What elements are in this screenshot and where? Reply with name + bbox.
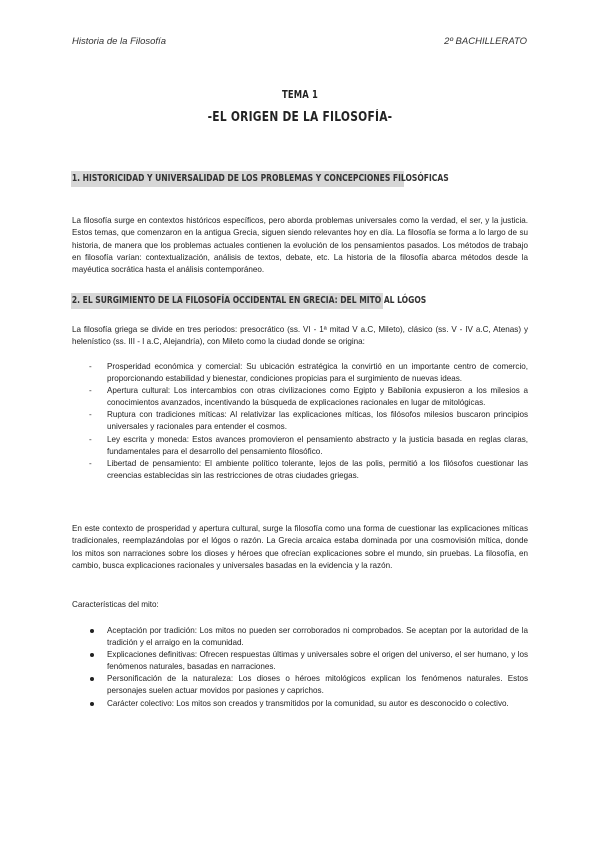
list-item-text: Personificación de la naturaleza: Los dioses o héroes mitológicos explican los fenómenos naturales. Estos personajes suelen actuar movidos por pasiones y caprichos.: [107, 674, 528, 696]
list-item-text: Explicaciones definitivas: Ofrecen respuestas últimas y universales sobre el origen del universo, el ser humano, y los fenómenos naturales, basadas en narraciones.: [107, 650, 528, 672]
section-2-intro: La filosofía griega se divide en tres periodos: presocrático (ss. VI - 1ª mitad V a.C, Mileto), clásico (ss. V - IV a.C, Atenas) y helenístico (ss. III - I a.C, Alejandría), con Mileto como la ciudad donde se origina:: [72, 325, 528, 347]
bullet-icon: [90, 702, 94, 706]
list-item: [72, 385, 528, 409]
bullet-icon: [90, 677, 94, 681]
list-item-text: Libertad de pensamiento: El ambiente político tolerante, lejos de las polis, permitió a los filósofos cuestionar las creencias establecidas sin las restricciones de otras ciudades griegas.: [107, 458, 528, 480]
list-item: [72, 434, 528, 458]
list-item: [72, 649, 528, 673]
section-2-heading: [71, 293, 427, 309]
list-item: [72, 673, 528, 697]
list-item: [72, 409, 528, 433]
dash-marker: -: [89, 386, 92, 396]
dash-marker: -: [89, 362, 92, 371]
list-item-text: Ley escrita y moneda: Estos avances promovieron el pensamiento abstracto y la justicia basada en reglas claras, fundamentales para el desarrollo del pensamiento filosófico.: [107, 434, 528, 456]
list-item-text: Ruptura con tradiciones míticas: Al relativizar las explicaciones míticas, los filósofos milesios buscaron principios universales y racionales para entender el cosmos.: [107, 410, 528, 432]
myth-traits-list: [72, 625, 528, 710]
list-item: [72, 458, 528, 482]
list-item-text: Carácter colectivo: Los mitos son creados y transmitidos por la comunidad, su autor es desconocido o colectivo.: [107, 698, 509, 708]
bullet-icon: [90, 653, 94, 657]
factors-list: [72, 361, 528, 482]
myth-label: Características del mito:: [72, 600, 159, 609]
header-course: 2º BACHILLERATO: [444, 36, 527, 47]
list-item: [72, 698, 528, 710]
section-2-heading-text: 2. EL SURGIMIENTO DE LA FILOSOFÍA OCCIDENTAL EN GRECIA: DEL MITO AL LÓGOS: [71, 295, 427, 306]
dash-marker: -: [89, 410, 92, 420]
section-1-paragraph: La filosofía surge en contextos históricos específicos, pero aborda problemas universales como la verdad, el ser, y la justicia. Estos temas, que comenzaron en la antigua Grecia, siguen siendo relevantes hoy en día. La filosofía se forma a lo largo de su historia, de manera que los problemas actuales contienen la evolución de los pensamientos pasados. Los métodos de trabajo en filosofía varían: contextualización, análisis de textos, debate, etc. La historia de la filosofía abarca métodos desde la mayéutica socrática hasta el análisis contemporáneo.: [72, 216, 528, 275]
document-title: -EL ORIGEN DE LA FILOSOFÍA-: [207, 110, 393, 125]
section-1-heading-text: 1. HISTORICIDAD Y UNIVERSALIDAD DE LOS PROBLEMAS Y CONCEPCIONES FILOSÓFICAS: [71, 173, 449, 184]
bullet-icon: [90, 629, 94, 633]
list-item: [72, 625, 528, 649]
list-item-text: Apertura cultural: Los intercambios con otras civilizaciones como Egipto y Babilonia expusieron a los milesios a conocimientos avanzados, incentivando la búsqueda de explicaciones racionales en lugar de mitológicas.: [107, 386, 528, 408]
context-paragraph: En este contexto de prosperidad y apertura cultural, surge la filosofía como una forma de cuestionar las explicaciones míticas tradicionales, reemplazándolas por el lógos o razón. La Grecia arcaica estaba dominada por una cosmovisión mítica, donde los mitos son narraciones sobre los dioses y héroes que ofrecían explicaciones sobre el mundo, sin pruebas. La filosofía, en cambio, busca explicaciones racionales y universales basadas en la evidencia y la razón.: [72, 524, 528, 570]
list-item: [72, 361, 528, 385]
list-item-text: Prosperidad económica y comercial: Su ubicación estratégica la convirtió en un importante centro de comercio, proporcionando estabilidad y bienestar, condiciones propicias para el surgimiento de nuevas ideas.: [107, 362, 528, 384]
list-item-text: Aceptación por tradición: Los mitos no pueden ser corroborados ni comprobados. Se aceptan por la autoridad de la tradición y el arraigo en la comunidad.: [107, 626, 528, 648]
tema-label: TEMA 1: [281, 89, 319, 101]
dash-marker: -: [89, 458, 92, 468]
header-subject: Historia de la Filosofía: [72, 36, 166, 47]
section-1-heading: [71, 171, 449, 187]
dash-marker: -: [89, 434, 92, 444]
